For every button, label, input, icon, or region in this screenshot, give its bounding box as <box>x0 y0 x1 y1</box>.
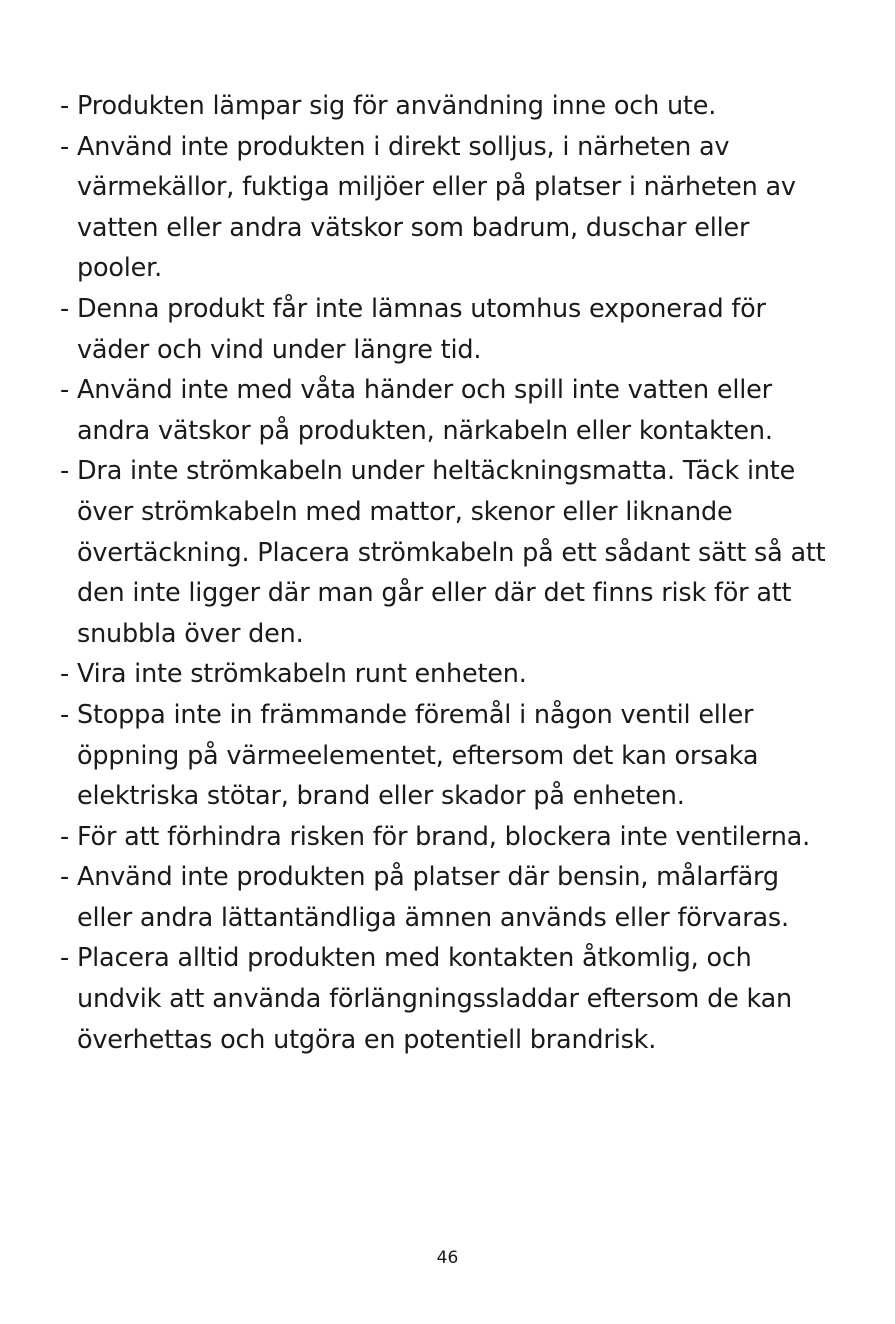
list-item-text: Dra inte strömkabeln under heltäckningsmatta. Täck inte över strömkabeln med mattor, skenor eller liknande övertäckning. Placera strömkabeln på ett sådant sätt så att den inte ligger där man går eller där det finns risk för att snubbla över den. <box>77 456 826 649</box>
dash-bullet: - <box>60 131 70 162</box>
list-item <box>60 86 840 127</box>
list-item-text: Vira inte strömkabeln runt enheten. <box>77 659 527 690</box>
list-item-text: Använd inte produkten på platser där bensin, målarfärg eller andra lättantändliga ämnen används eller förvaras. <box>77 862 789 933</box>
list-item-text: Använd inte med våta händer och spill inte vatten eller andra vätskor på produkten, närkabeln eller kontakten. <box>77 375 773 446</box>
list-item <box>60 127 840 289</box>
list-item <box>60 938 840 1060</box>
list-item <box>60 857 840 938</box>
list-item-text: Placera alltid produkten med kontakten åtkomlig, och undvik att använda förlängningssladdar eftersom de kan överhettas och utgöra en potentiell brandrisk. <box>77 943 792 1055</box>
list-item-text: Denna produkt får inte lämnas utomhus exponerad för väder och vind under längre tid. <box>77 293 766 365</box>
list-item-text: Stoppa inte in främmande föremål i någon ventil eller öppning på värmeelementet, eftersom det kan orsaka elektriska stötar, brand eller skador på enheten. <box>77 699 759 812</box>
safety-instructions-list <box>60 86 840 1060</box>
dash-bullet: - <box>60 91 70 121</box>
dash-bullet: - <box>60 375 70 406</box>
list-item <box>60 451 840 654</box>
dash-bullet: - <box>60 659 70 690</box>
list-item <box>60 370 840 451</box>
dash-bullet: - <box>60 456 70 487</box>
dash-bullet: - <box>60 943 70 974</box>
dash-bullet: - <box>60 699 70 730</box>
list-item-text: Produkten lämpar sig för användning inne och ute. <box>77 91 717 121</box>
page-number: 46 <box>436 1248 459 1268</box>
list-item-text: Använd inte produkten i direkt solljus, i närheten av värmekällor, fuktiga miljöer eller på platser i närheten av vatten eller andra vätskor som badrum, duschar eller pooler. <box>77 131 796 284</box>
dash-bullet: - <box>60 821 70 852</box>
list-item-text: För att förhindra risken för brand, blockera inte ventilerna. <box>77 821 811 852</box>
list-item <box>60 695 840 817</box>
dash-bullet: - <box>60 862 70 893</box>
dash-bullet: - <box>60 293 70 324</box>
list-item <box>60 654 840 695</box>
list-item <box>60 289 840 370</box>
list-item <box>60 817 840 858</box>
